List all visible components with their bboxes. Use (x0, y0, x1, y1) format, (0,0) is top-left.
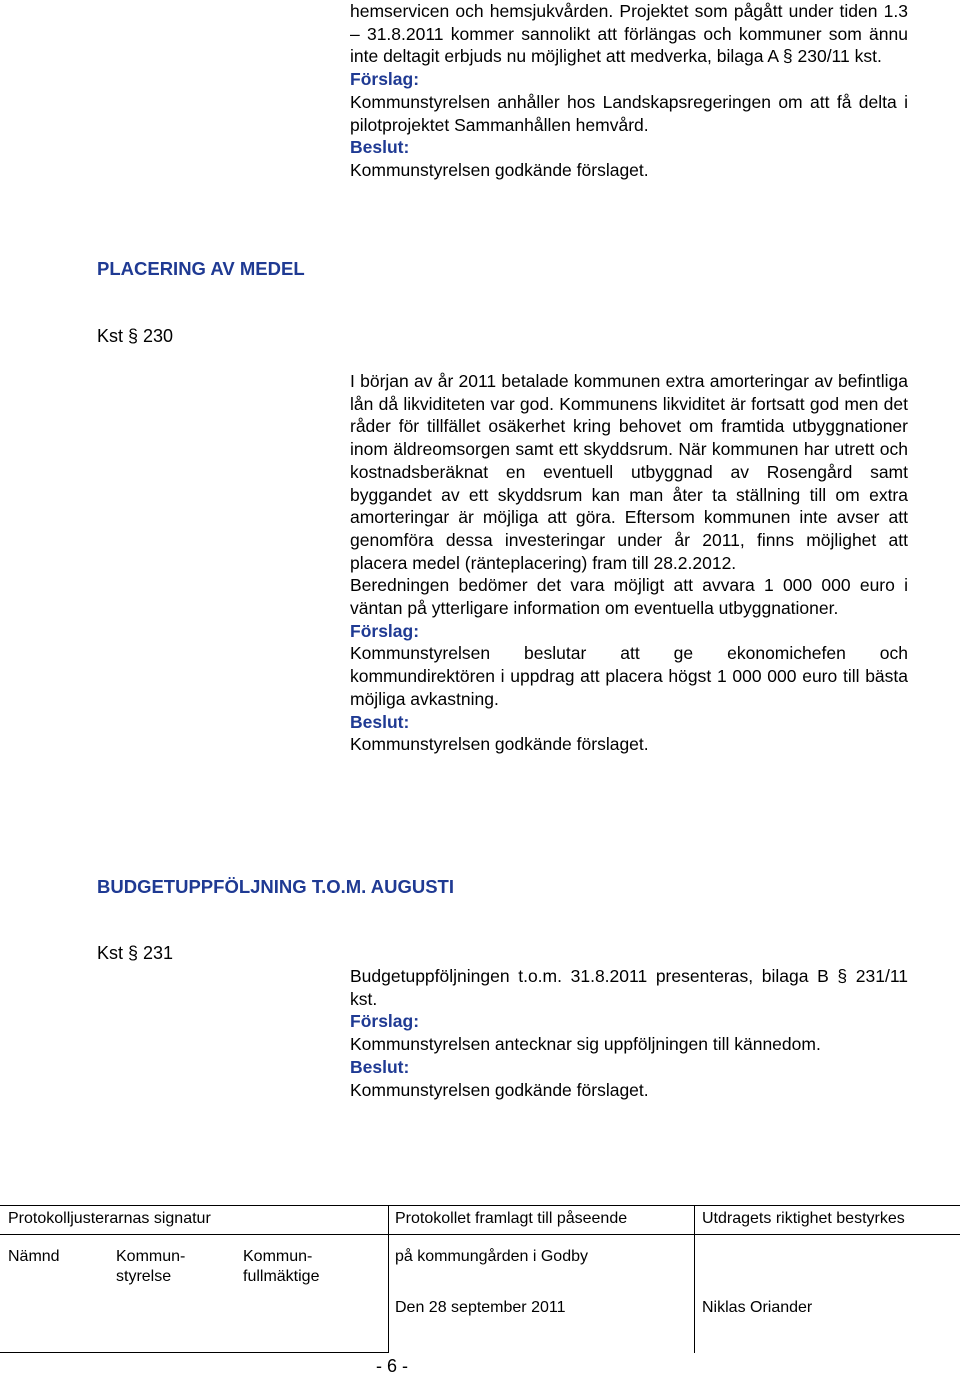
signature-table (0, 1205, 960, 1353)
section-231-kst: Kst § 231 (97, 943, 174, 963)
section-230-beslut-text: Kommunstyrelsen godkände förslaget. (350, 734, 649, 755)
footer-signer: Niklas Oriander (702, 1299, 813, 1316)
table-col-divider-2 (694, 1205, 695, 1353)
footer-col3-header: Utdragets riktighet bestyrkes (702, 1210, 905, 1227)
section-230-beslut-label: Beslut: (350, 711, 410, 732)
table-header-border (0, 1234, 960, 1235)
section-231-paragraph: Budgetuppföljningen t.o.m. 31.8.2011 presenteras, bilaga B § 231/11 kst. (350, 966, 908, 1009)
footer-namnd: Nämnd (8, 1248, 60, 1265)
section-230-paragraph1: I början av år 2011 betalade kommunen extra amorteringar av befintliga lån då likviditeten var god. Kommunens likviditet är fortsatt god men det råder för tillfället osäkerhet kring behovet om framtida utbyggnationer inom äldreomsorgen samt ett skyddsrum. När kommunen har utrett och kostnadsberäknat en eventuell utbyggnad av Rosengård samt byggandet av ett skyddsrum kan man åter ta ställning till om extra amorteringar är möjliga att göra. Eftersom kommunen inte avser att genomföra dessa investeringar under år 2011, finns möjlighet att placera medel (ränteplacering) fram till 28.2.2012. (350, 371, 908, 573)
section-230-paragraph2: Beredningen bedömer det vara möjligt att avvara 1 000 000 euro i väntan på ytterligare information om eventuella utbyggnationer. (350, 575, 908, 619)
section-230-forslag-label: Förslag: (350, 620, 420, 641)
section-230-heading: PLACERING AV MEDEL (97, 258, 305, 279)
table-top-border (0, 1205, 960, 1206)
table-bottom-border (0, 1352, 388, 1353)
section-230-kst: Kst § 230 (97, 326, 174, 346)
page-number: - 6 - (376, 1356, 409, 1376)
section-231-heading: BUDGETUPPFÖLJNING T.O.M. AUGUSTI (97, 876, 454, 897)
section-230-body (350, 370, 908, 756)
footer-kommunfullmaktige: Kommun- fullmäktige (243, 1248, 320, 1285)
prev-beslut-label: Beslut: (350, 137, 410, 158)
footer-date: Den 28 september 2011 (395, 1299, 566, 1316)
prev-paragraph: hemservicen och hemsjukvården. Projektet som pågått under tiden 1.3 – 31.8.2011 kommer sannolikt att förlängas och kommuner som ännu inte deltagit erbjuds nu möjlighet att medverka, bilaga A § 230/11 kst. (350, 1, 908, 67)
footer-col1-header: Protokolljusterarnas signatur (8, 1210, 211, 1227)
section-231-beslut-label: Beslut: (350, 1056, 410, 1077)
prev-beslut-text: Kommunstyrelsen godkände förslaget. (350, 159, 649, 180)
section-230-forslag-text: Kommunstyrelsen beslutar att ge ekonomichefen och kommundirektören i uppdrag att placera högst 1 000 000 euro till bästa möjliga avkastning. (350, 643, 908, 709)
section-231-body (350, 965, 908, 1101)
prev-section-body (350, 0, 908, 182)
prev-forslag-label: Förslag: (350, 69, 420, 90)
section-231-beslut-text: Kommunstyrelsen godkände förslaget. (350, 1079, 649, 1100)
prev-forslag-text: Kommunstyrelsen anhåller hos Landskapsregeringen om att få delta i pilotprojektet Sammanhållen hemvård. (350, 91, 908, 135)
section-231-forslag-text: Kommunstyrelsen antecknar sig uppföljningen till kännedom. (350, 1034, 821, 1055)
section-231-forslag-label: Förslag: (350, 1011, 420, 1032)
footer-col2-header: Protokollet framlagt till påseende (395, 1210, 628, 1227)
footer-kommunstyrelse: Kommun- styrelse (116, 1248, 186, 1285)
footer-place: på kommungården i Godby (395, 1248, 588, 1265)
table-col-divider-1 (388, 1205, 389, 1353)
